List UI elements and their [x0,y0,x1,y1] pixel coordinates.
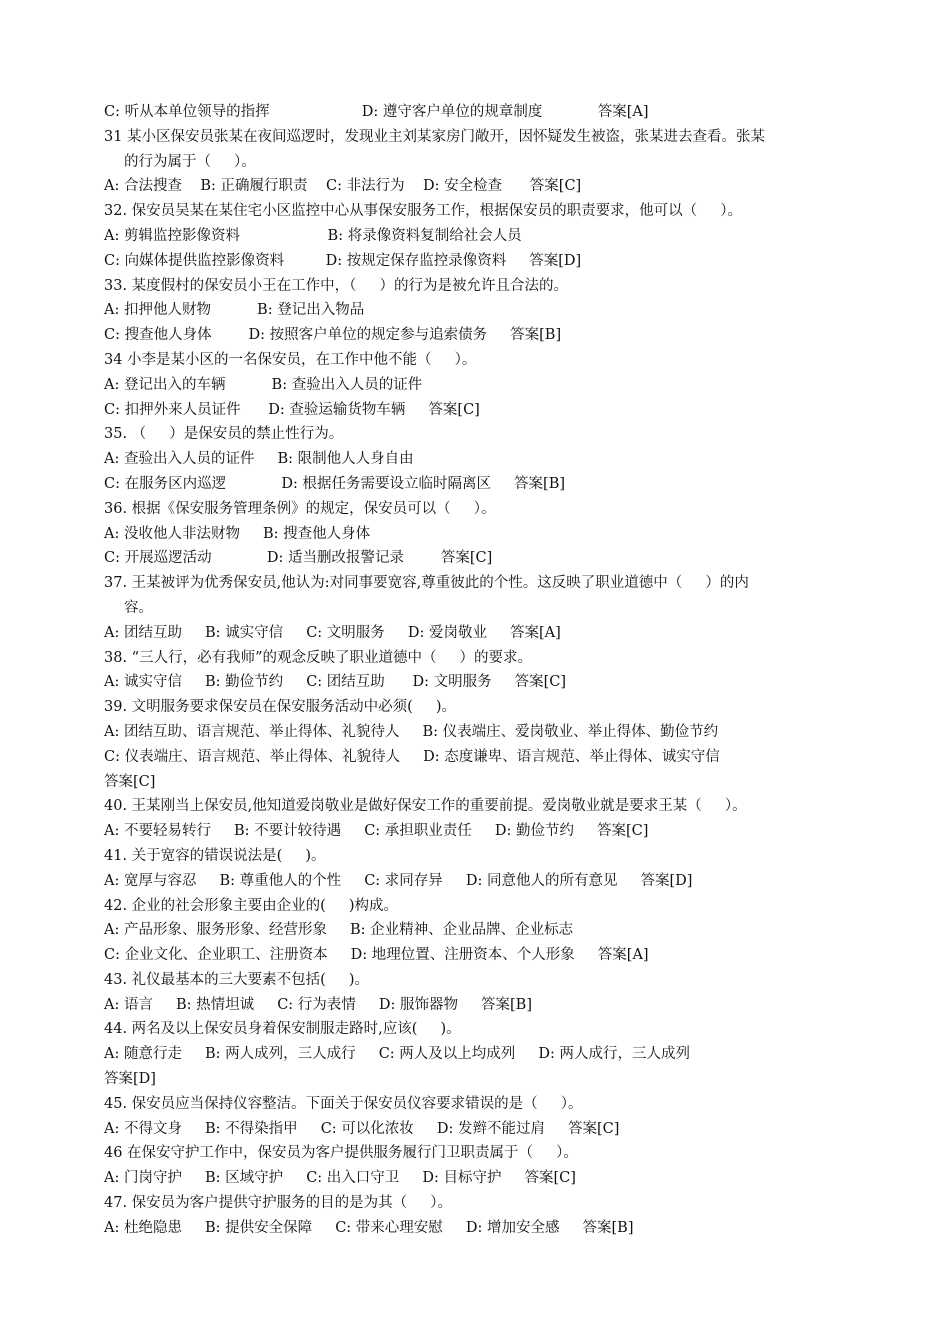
text-line: A: 杜绝隐患 B: 提供安全保障 C: 带来心理安慰 D: 增加安全感 答案[B] [104,1219,634,1236]
text-line: C: 搜查他人身体 D: 按照客户单位的规定参与追索债务 答案[B] [104,327,562,344]
text-line: A: 宽厚与容忍 B: 尊重他人的个性 C: 求同存异 D: 同意他人的所有意见 答案[D] [104,872,693,889]
text-line: 34 小李是某小区的一名保安员，在工作中他不能（ ）。 [104,351,477,368]
text-line: 46 在保安守护工作中，保安员为客户提供服务履行门卫职责属于（ ）。 [104,1145,578,1162]
text-line: C: 扣押外来人员证件 D: 查验运输货物车辆 答案[C] [104,401,480,418]
text-line: 35. （ ）是保安员的禁止性行为。 [104,426,344,443]
text-line: A: 查验出入人员的证件 B: 限制他人人身自由 [104,451,414,468]
text-line: A: 团结互助、语言规范、举止得体、礼貌待人 B: 仪表端庄、爱岗敬业、举止得体、勤俭节约 [104,723,719,740]
text-line: 39. 文明服务要求保安员在保安服务活动中必须( )。 [104,699,457,716]
text-line: 31 某小区保安员张某在夜间巡逻时，发现业主刘某家房门敞开，因怀疑发生被盗，张某进去查看。张某 [104,128,766,145]
text-line: A: 门岗守护 B: 区域守护 C: 出入口守卫 D: 目标守护 答案[C] [104,1170,576,1187]
text-line: 33. 某度假村的保安员小王在工作中，（ ）的行为是被允许且合法的。 [104,277,568,294]
text-line: A: 产品形象、服务形象、经营形象 B: 企业精神、企业品牌、企业标志 [104,922,574,939]
text-line: C: 在服务区内巡逻 D: 根据任务需要设立临时隔离区 答案[B] [104,475,566,492]
text-line: 40. 王某刚当上保安员,他知道爱岗敬业是做好保安工作的重要前提。爱岗敬业就是要求王某（ ）。 [104,798,747,815]
text-line: A: 诚实守信 B: 勤俭节约 C: 团结互助 D: 文明服务 答案[C] [104,674,567,691]
text-line: A: 剪辑监控影像资料 B: 将录像资料复制给社会人员 [104,227,522,244]
text-line: A: 团结互助 B: 诚实守信 C: 文明服务 D: 爱岗敬业 答案[A] [104,624,561,641]
text-line: 36. 根据《保安服务管理条例》的规定，保安员可以（ ）。 [104,500,496,517]
text-line: A: 不要轻易转行 B: 不要计较待遇 C: 承担职业责任 D: 勤俭节约 答案[C] [104,823,649,840]
text-line: A: 合法搜查 B: 正确履行职责 C: 非法行为 D: 安全检查 答案[C] [104,178,582,195]
text-line: 42. 企业的社会形象主要由企业的( )构成。 [104,897,399,914]
text-line: 44. 两名及以上保安员身着保安制服走路时,应该( )。 [104,1021,461,1038]
text-line: C: 企业文化、企业职工、注册资本 D: 地理位置、注册资本、个人形象 答案[A] [104,947,649,964]
text-line: 37. 王某被评为优秀保安员,他认为:对同事要宽容,尊重彼此的个性。这反映了职业道德中（ ）的内 [104,575,749,592]
text-line: A: 登记出入的车辆 B: 查验出入人员的证件 [104,376,423,393]
question-continuation-line: 容。 [124,599,153,616]
text-line: A: 没收他人非法财物 B: 搜查他人身体 [104,525,371,542]
text-line: 答案[C] [104,773,156,790]
text-line: A: 不得文身 B: 不得染指甲 C: 可以化浓妆 D: 发辫不能过肩 答案[C] [104,1120,620,1137]
text-line: C: 仪表端庄、语言规范、举止得体、礼貌待人 D: 态度谦卑、语言规范、举止得体、诚实守信 [104,748,720,765]
text-line: 45. 保安员应当保持仪容整洁。下面关于保安员仪容要求错误的是（ ）。 [104,1095,583,1112]
document-body [104,100,854,1241]
text-line: A: 随意行走 B: 两人成列，三人成行 C: 两人及以上均成列 D: 两人成行，三人成列 [104,1046,690,1063]
text-line: C: 开展巡逻活动 D: 适当删改报警记录 答案[C] [104,550,493,567]
text-line: 47. 保安员为客户提供守护服务的目的是为其（ ）。 [104,1195,452,1212]
text-line: A: 语言 B: 热情坦诚 C: 行为表情 D: 服饰器物 答案[B] [104,996,532,1013]
question-continuation-line: 的行为属于（ ）。 [124,153,256,170]
text-line: 32. 保安员吴某在某住宅小区监控中心从事保安服务工作，根据保安员的职责要求，他可以（ ）。 [104,203,742,220]
text-line: 41. 关于宽容的错误说法是( )。 [104,847,326,864]
text-line: C: 听从本单位领导的指挥 D: 遵守客户单位的规章制度 答案[A] [104,104,649,120]
text-line: 43. 礼仪最基本的三大要素不包括( )。 [104,971,370,988]
text-line: A: 扣押他人财物 B: 登记出入物品 [104,302,365,319]
text-line: C: 向媒体提供监控影像资料 D: 按规定保存监控录像资料 答案[D] [104,252,582,269]
text-line: 38. “三人行，必有我师”的观念反映了职业道德中（ ）的要求。 [104,649,533,666]
text-line: 答案[D] [104,1071,156,1088]
